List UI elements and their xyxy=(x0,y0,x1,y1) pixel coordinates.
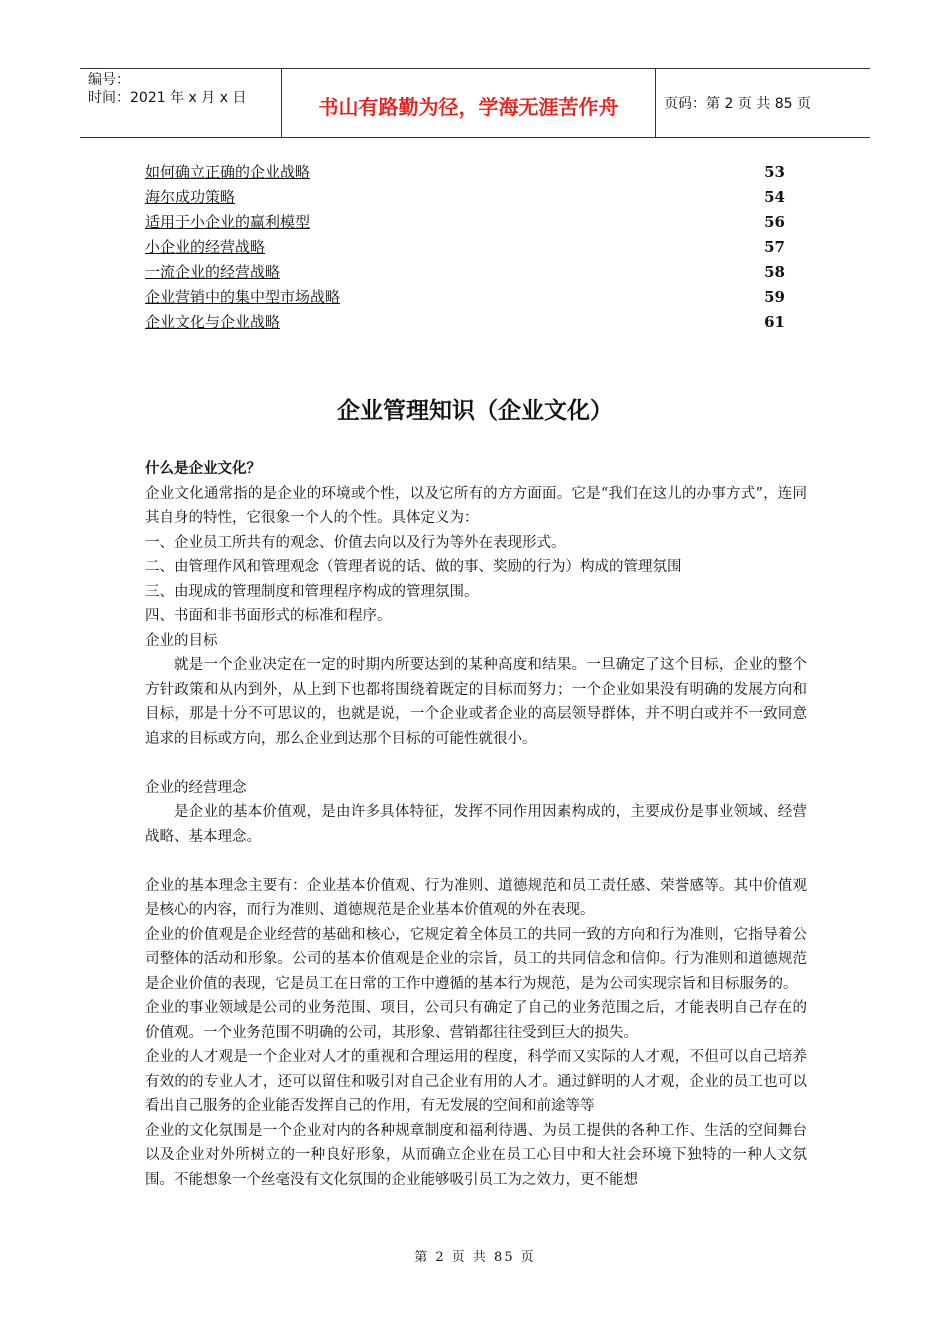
toc-link[interactable]: 企业营销中的集中型市场战略 xyxy=(145,288,341,306)
paragraph: 是企业的基本价值观，是由许多具体特征，发挥不同作用因素构成的，主要成份是事业领域、经营战略、基本理念。 xyxy=(145,804,807,845)
toc-page-number: 53 xyxy=(764,163,785,181)
toc-entry[interactable] xyxy=(145,285,785,310)
toc-entry[interactable] xyxy=(145,235,785,260)
number-label: 编号： xyxy=(88,72,130,88)
toc-entry[interactable] xyxy=(145,160,785,185)
spacer xyxy=(145,751,807,776)
spacer xyxy=(145,849,807,874)
paragraph: 企业的人才观是一个企业对人才的重视和合理运用的程度，科学而又实际的人才观，不但可以自己培养有效的的专业人才，还可以留住和吸引对自己企业有用的人才。通过鲜明的人才观，企业的员工也可以看出自己服务的企业能否发挥自己的作用，有无发展的空间和前途等等 xyxy=(145,1049,807,1114)
list-item: 一、企业员工所共有的观念、价值去向以及行为等外在表现形式。 xyxy=(145,534,566,551)
toc-link[interactable]: 海尔成功策略 xyxy=(145,188,236,206)
page-footer: 第 2 页 共 85 页 xyxy=(414,1250,536,1265)
toc-page-number: 54 xyxy=(764,188,785,206)
toc-link[interactable]: 一流企业的经营战略 xyxy=(145,263,281,281)
toc-page-number: 61 xyxy=(764,313,785,331)
toc-entry[interactable] xyxy=(145,210,785,235)
toc-page-number: 57 xyxy=(764,238,785,256)
document-body xyxy=(145,457,807,1192)
toc-link[interactable]: 小企业的经营战略 xyxy=(145,238,266,256)
toc-link[interactable]: 企业文化与企业战略 xyxy=(145,313,281,331)
paragraph: 企业的事业领域是公司的业务范围、项目，公司只有确定了自己的业务范围之后，才能表明自己存在的价值观。一个业务范围不明确的公司，其形象、营销都往往受到巨大的损失。 xyxy=(145,1000,807,1041)
page-header xyxy=(80,68,870,138)
toc-entry[interactable] xyxy=(145,310,785,335)
paragraph: 企业的文化氛围是一个企业对内的各种规章制度和福利待遇、为员工提供的各种工作、生活的空间舞台以及企业对外所树立的一种良好形象，从而确立企业在员工心目中和大社会环境下独特的一种人文氛围。不能想象一个丝毫没有文化氛围的企业能够吸引员工为之效力，更不能想 xyxy=(145,1122,807,1188)
list-item: 三、由现成的管理制度和管理程序构成的管理氛围。 xyxy=(145,583,479,600)
header-meta xyxy=(80,69,282,137)
toc-link[interactable]: 如何确立正确的企业战略 xyxy=(145,163,311,181)
section-heading: 什么是企业文化？ xyxy=(145,460,261,477)
toc-page-number: 58 xyxy=(764,263,785,281)
toc-page-number: 56 xyxy=(764,213,785,231)
toc-link[interactable]: 适用于小企业的赢利模型 xyxy=(145,213,311,231)
time-label: 时间：2021 年 x 月 x 日 xyxy=(88,90,247,106)
paragraph: 企业的基本理念主要有：企业基本价值观、行为准则、道德规范和员工责任感、荣誉感等。其中价值观是核心的内容，而行为准则、道德规范是企业基本价值观的外在表现。 xyxy=(145,877,807,918)
paragraph: 企业的价值观是企业经营的基础和核心，它规定着全体员工的共同一致的方向和行为准则，它指导着公司整体的活动和形象。公司的基本价值观是企业的宗旨，员工的共同信念和信仰。行为准则和道德规范是企业价值的表现，它是员工在日常的工作中遵循的基本行为规范，是为公司实现宗旨和目标服务的。 xyxy=(145,926,807,992)
paragraph: 就是一个企业决定在一定的时期内所要达到的某种高度和结果。一旦确定了这个目标，企业的整个方针政策和从内到外，从上到下也都将围绕着既定的目标而努力；一个企业如果没有明确的发展方向和目标，那是十分不可思议的，也就是说，一个企业或者企业的高层领导群体，并不明白或并不一致同意追求的目标或方向，那么企业到达那个目标的可能性就很小。 xyxy=(145,657,807,747)
subheading: 企业的经营理念 xyxy=(145,779,247,796)
page-title: 企业管理知识（企业文化） xyxy=(337,398,613,424)
table-of-contents xyxy=(145,160,785,335)
toc-entry[interactable] xyxy=(145,260,785,285)
header-motto: 书山有路勤为径，学海无涯苦作舟 xyxy=(282,69,656,137)
toc-entry[interactable] xyxy=(145,185,785,210)
header-page-info: 页码：第 2 页 共 85 页 xyxy=(664,96,811,112)
paragraph: 企业文化通常指的是企业的环境或个性，以及它所有的方方面面。它是“我们在这儿的办事方式”，连同其自身的特性，它很象一个人的个性。具体定义为： xyxy=(145,485,807,526)
toc-page-number: 59 xyxy=(764,288,785,306)
list-item: 四、书面和非书面形式的标准和程序。 xyxy=(145,608,392,624)
list-item: 二、由管理作风和管理观念（管理者说的话、做的事、奖励的行为）构成的管理氛围 xyxy=(145,559,682,575)
subheading: 企业的目标 xyxy=(145,632,218,649)
